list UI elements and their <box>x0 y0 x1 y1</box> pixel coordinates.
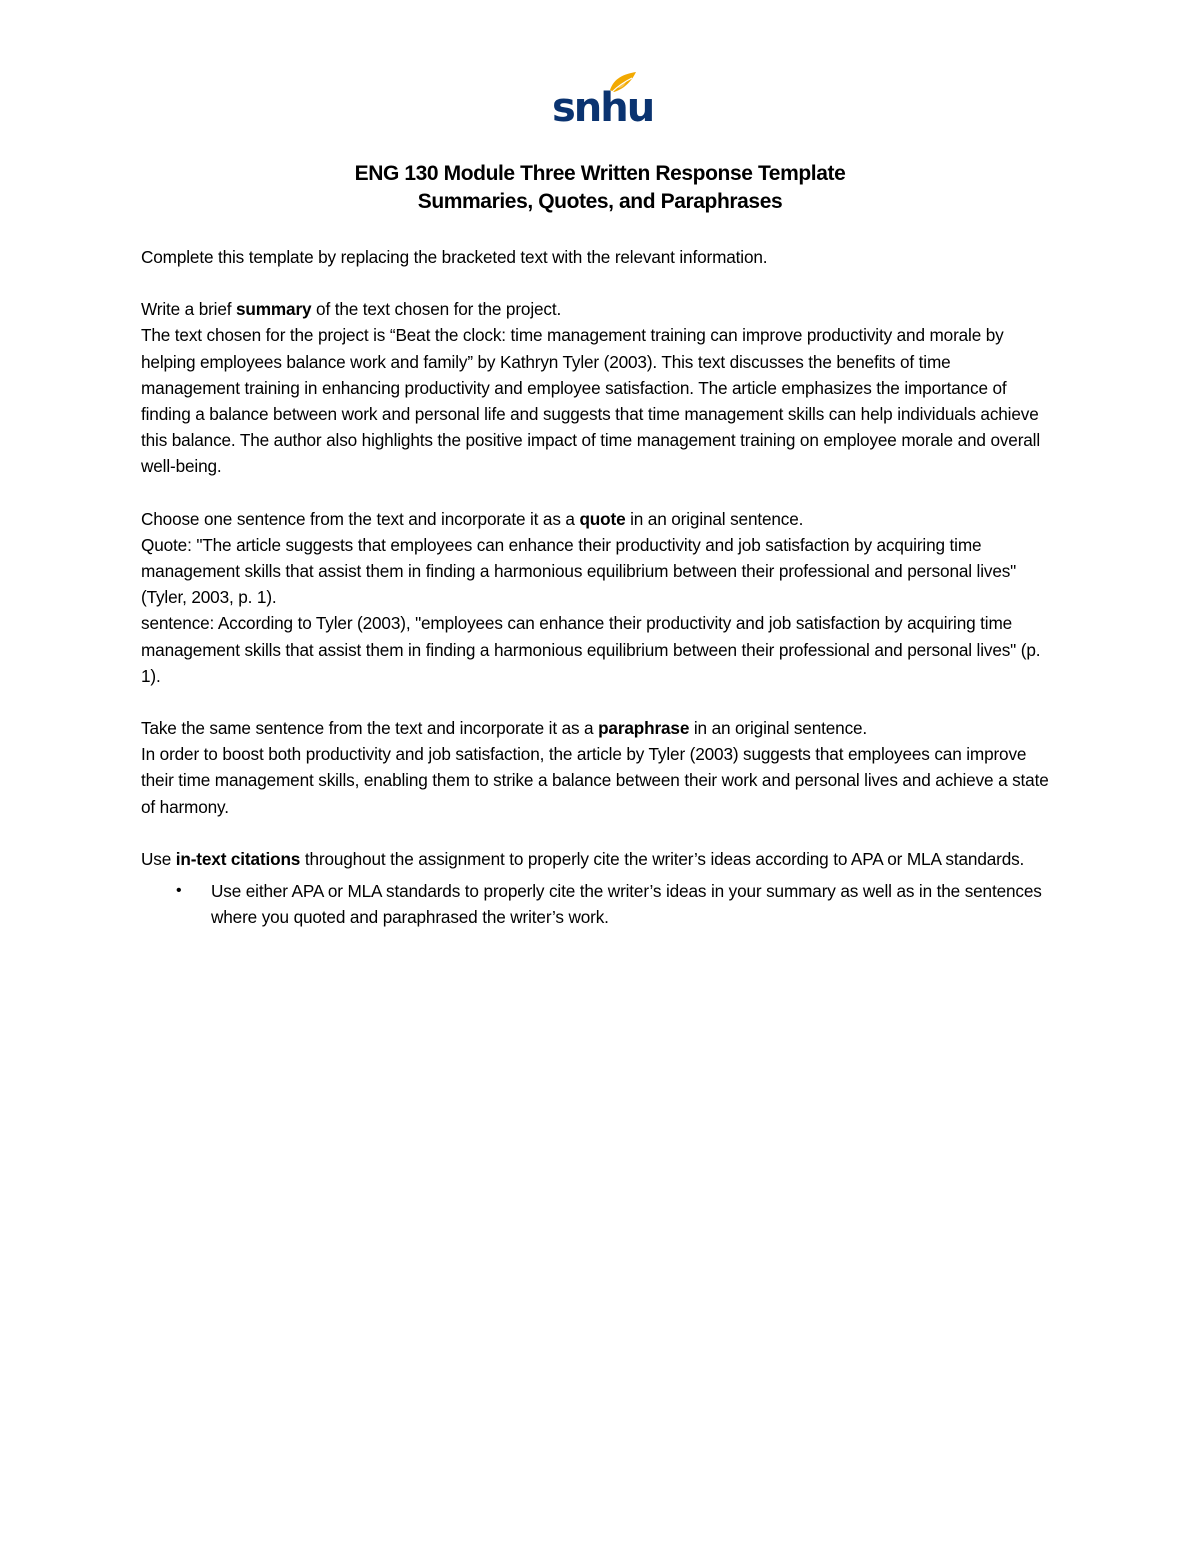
citation-prompt-before: Use <box>141 848 176 869</box>
citation-prompt-after: throughout the assignment to properly cite the writer’s ideas according to APA or MLA standards. <box>300 848 1025 869</box>
summary-prompt <box>141 296 1051 322</box>
quote-prompt-before: Choose one sentence from the text and incorporate it as a <box>141 508 580 529</box>
summary-prompt-after: of the text chosen for the project. <box>311 299 562 320</box>
instructions: Complete this template by replacing the bracketed text with the relevant information. <box>141 247 768 267</box>
snhu-logo <box>552 70 654 134</box>
citation-prompt <box>141 846 1051 872</box>
quote-keyword: quote <box>579 508 626 529</box>
document-header <box>0 160 1200 216</box>
citation-keyword: in-text citations <box>175 848 301 869</box>
summary-keyword: summary <box>236 299 312 320</box>
document-body <box>141 244 1051 930</box>
quote-prompt-after: in an original sentence. <box>625 508 804 529</box>
quote-text: Quote: "The article suggests that employees can enhance their productivity and job satisfaction by acquiring time management skills that assist them in finding a harmonious equilibrium between their professional and personal lives" (Tyler, 2003, p. 1). <box>141 534 1017 608</box>
paraphrase-prompt-after: in an original sentence. <box>689 718 868 739</box>
page-subtitle: Summaries, Quotes, and Paraphrases <box>417 190 783 213</box>
logo-wordmark: snhu <box>552 85 654 131</box>
paraphrase-prompt-before: Take the same sentence from the text and incorporate it as a <box>141 718 599 739</box>
bullet-icon: • <box>176 882 182 900</box>
bullet-text: Use either APA or MLA standards to properly cite the writer’s ideas in your summary as well as in the sentences where you quoted and paraphrased the writer’s work. <box>211 881 1042 928</box>
citation-bullet-list <box>141 878 1051 930</box>
list-item <box>176 878 1051 930</box>
summary-prompt-before: Write a brief <box>141 299 237 320</box>
quote-sentence: sentence: According to Tyler (2003), "employees can enhance their productivity and job satisfaction by acquiring time management skills that assist them in finding a harmonious equilibrium between their professional and personal lives" (p. 1). <box>141 613 1041 686</box>
page-title: ENG 130 Module Three Written Response Template <box>354 162 846 185</box>
summary-response: The text chosen for the project is “Beat the clock: time management training can improve productivity and morale by helping employees balance work and family” by Kathryn Tyler (2003). This text discusses the benefits of time management training in enhancing productivity and employee satisfaction. The article emphasizes the importance of finding a balance between work and personal life and suggests that time management skills can help individuals achieve this balance. The author also highlights the positive impact of time management training on employee morale and overall well-being. <box>141 325 1041 477</box>
paraphrase-response: In order to boost both productivity and job satisfaction, the article by Tyler (2003) suggests that employees can improve their time management skills, enabling them to strike a balance between their work and personal lives and achieve a state of harmony. <box>141 744 1049 817</box>
paraphrase-prompt <box>141 715 1051 741</box>
paraphrase-keyword: paraphrase <box>598 718 690 739</box>
quote-prompt <box>141 506 1051 532</box>
